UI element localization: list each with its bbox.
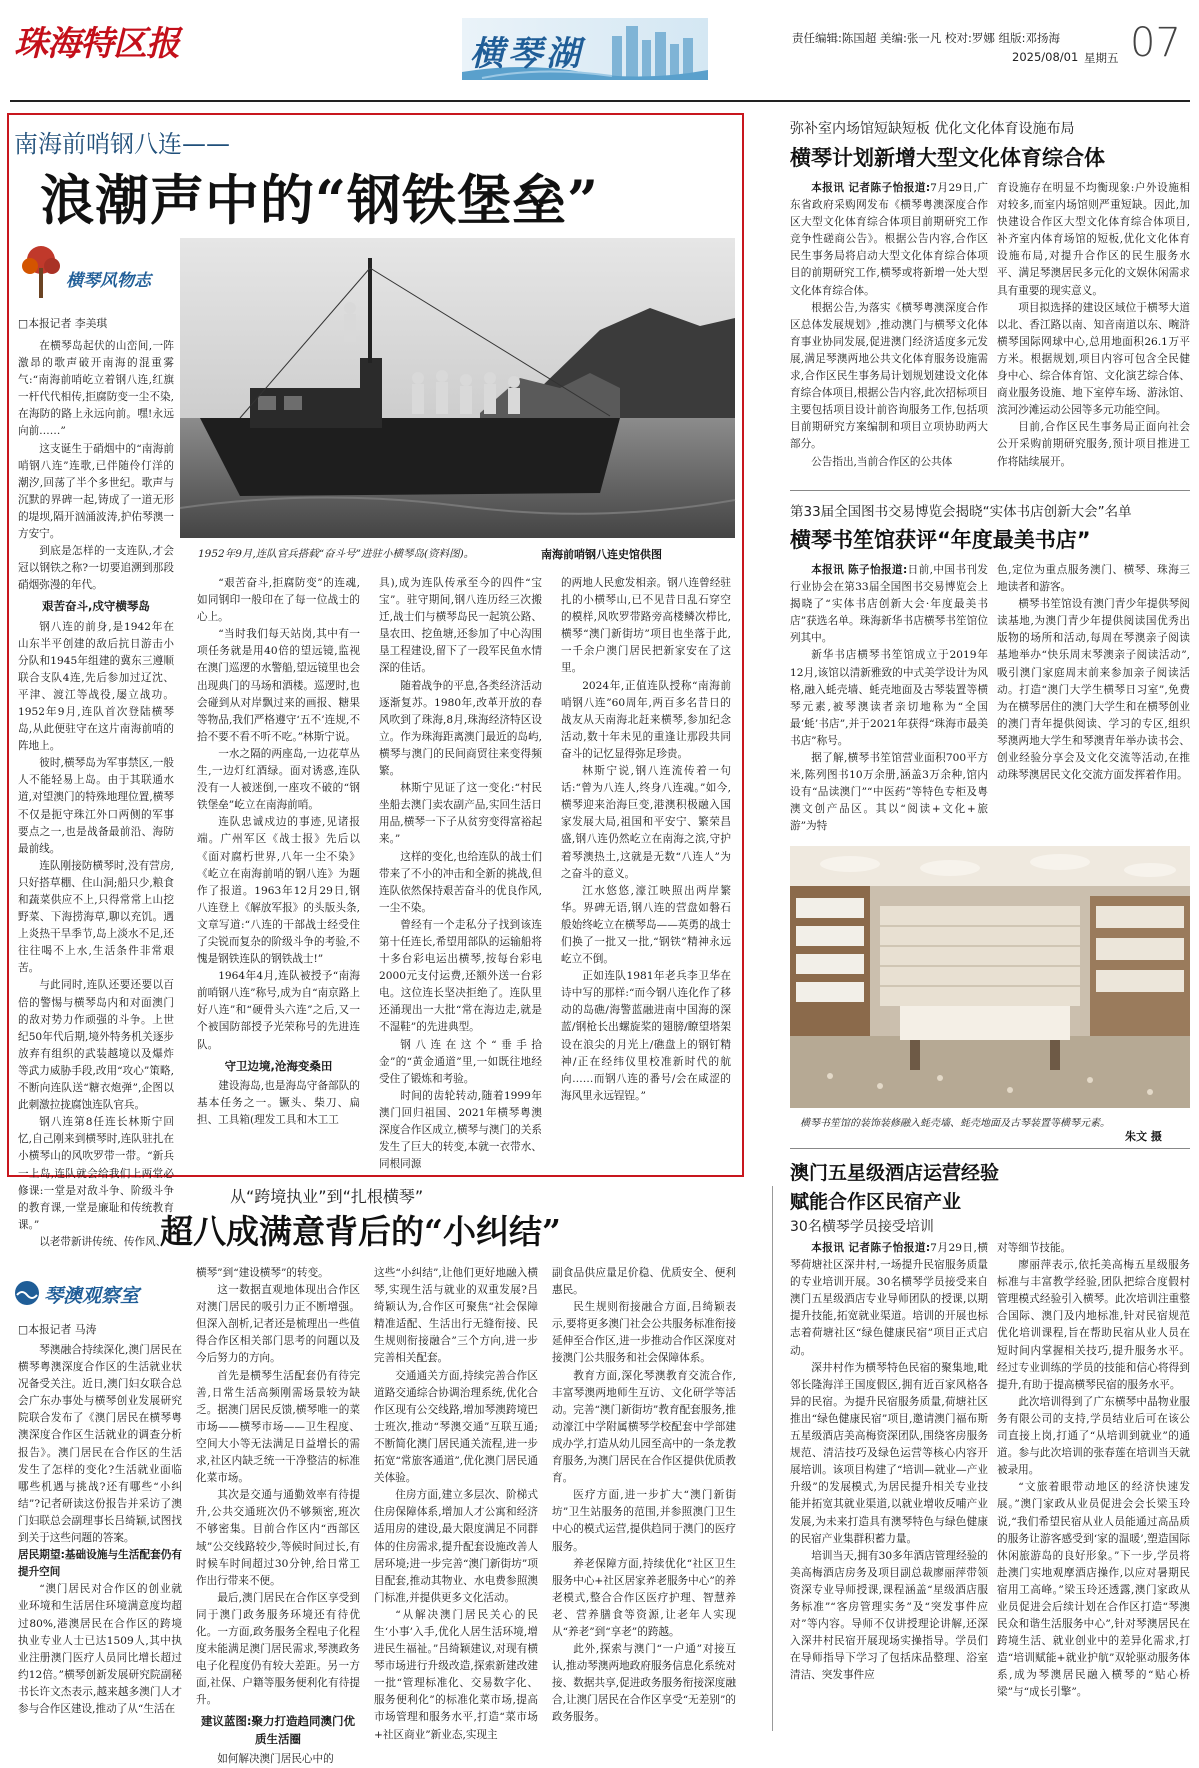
paragraph: “当时我们每天站岗,其中有一项任务就是用40倍的望远镜,监视在澳门巡逻的水警船,望远镜里也会出现典门的马场和酒楼。巡逻时,也会碰到从对岸飘过来的画报、糖果等物品,我们严格遵守‘五不’连规,不拾不要不看不听不吃。”林斯宁说。 xyxy=(197,628,360,743)
feature-photo xyxy=(180,238,735,538)
issue-date: 2025/08/01 xyxy=(1012,50,1079,64)
bookstore-column-1 xyxy=(790,562,988,838)
column-logo-text: 琴澳观察室 xyxy=(44,1285,140,1307)
paragraph: 的两地人民愈发相亲。钢八连曾经驻扎的小横琴山,已不见昔日乱石穿空的模样,风吹罗带路旁高楼鳞次栉比,横琴“澳门新街坊”项目也坐落于此,一千余户澳门居民把新家安在了这里。 xyxy=(561,577,731,675)
paragraph: 7月29日,广东省政府采购网发布《横琴粤澳深度合作区大型文化体育综合体项目前期研究工作竞争性磋商公告》。根据公告内容,合作区民生事务局将启动大型文化体育综合体项目的前期研究工作,横琴或将新增一处大型文化体育综合体。 xyxy=(790,182,989,297)
feature-photo-caption: 1952年9月,连队官兵搭载“奋斗号”进驻小横琴岛(资料图)。 xyxy=(198,548,475,560)
culture-title: 横琴计划新增大型文化体育综合体 xyxy=(790,146,1105,170)
byline-text: 本报记者 马涛 xyxy=(28,1323,97,1336)
paragraph: 一水之隔的两座岛,一边花草丛生,一边灯红酒绿。面对诱惑,连队没有一人被迷倒,一座攻不破的“钢铁堡垒”屹立在南海前哨。 xyxy=(197,747,360,812)
paragraph: “艰苦奋斗,拒腐防变”的连魂,如同钢印一般印在了每一位战士的心上。 xyxy=(197,577,360,624)
paragraph: 2024年,正值连队授称“南海前哨钢八连”60周年,两百多名昔日的战友从天南海北赶来横琴,参加纪念活动,数十年未见的重逢让那段共同奋斗的记忆显得弥足珍贵。 xyxy=(561,679,731,760)
feature-column-2 xyxy=(197,575,360,1168)
bookstore-photo-credit: 朱文 摄 xyxy=(1125,1130,1162,1143)
paragraph: 建设海岛,也是海岛守备部队的基本任务之一。镢头、柴刀、扁担、工具箱(理发工具和木工工 xyxy=(197,1079,360,1126)
dateline: 本报讯 xyxy=(811,182,845,194)
culture-kicker: 弥补室内场馆短缺短板 优化文化体育设施布局 xyxy=(790,121,1075,137)
hotel-column-2 xyxy=(997,1240,1190,1730)
feature-column-1 xyxy=(18,338,174,1248)
boat-photo-illustration xyxy=(180,238,735,538)
paragraph: 横琴”到“建设横琴”的转变。 xyxy=(196,1267,329,1279)
paragraph: 项目拟选择的建设区域位于横琴大道以北、香江路以南、知音南道以东、畹浒横琴国际网球中心,总用地面积26.1万平方米。根据规划,项目内容可包含全民健身中心、综合体育馆、文化演艺综合体、商业服务设施、地下室停车场、游泳馆、滨河沙滩运动公园等多元功能空间。 xyxy=(997,301,1190,417)
column-divider xyxy=(772,1186,773,1731)
paragraph: 培训当天,拥有30多年酒店管理经验的美高梅酒店房务及项目副总裁廖丽萍带领资深专业导师授课,课程涵盖“星级酒店服务标准”“客房管理实务”及“突发事件应对”等内容。导师不仅讲授理论讲解,还深入深井村民宿开展现场实操指导。学员们在导师指导下学习了包括床品整理、浴室清洁、突发事件应 xyxy=(790,1549,988,1682)
paragraph: 1964年4月,连队被授予“南海前哨钢八连”称号,成为自“南京路上好八连”和“硬骨头六连”之后,又一个被国防部授予光荣称号的先进连队。 xyxy=(197,970,360,1051)
paragraph: 对等细节技能。 xyxy=(997,1242,1072,1254)
masthead-rule xyxy=(10,100,1190,102)
paragraph: 钢八连在这个“垂手拾金”的“黄金通道”里,一如既往地经受住了锻炼和考验。 xyxy=(379,1038,542,1085)
column-logo-qinao xyxy=(14,1278,174,1308)
paragraph: “从解决澳门居民关心的民生‘小事’入手,优化人居生活环境,增进民生福祉。”吕绮颖建议,对现有横琴市场进行升级改造,探索新建改建一批“管理标准化、交易数字化、服务便利化”的标准化菜市场,提高市场管理和服务水平,打造“菜市场+社区商业”新业态,实现主 xyxy=(374,1608,538,1741)
paragraph: 这些“小纠结”,让他们更好地融入横琴,实现生活与就业的双重发展?吕绮颖认为,合作区可聚焦“社会保障精准适配、生活出行无缝衔接、民生规则衔接融合”三个方向,进一步完善相关配套。 xyxy=(374,1267,538,1365)
column-logo-text: 横琴风物志 xyxy=(66,271,151,291)
paragraph: 这样的变化,也给连队的战士们带来了不小的冲击和全新的挑战,但连队依然保持艰苦奋斗的优良作风,一尘不染。 xyxy=(379,850,542,914)
reporter: 陈子怡报道: xyxy=(847,564,908,576)
survey-title: 超八成满意背后的“小纠结” xyxy=(160,1212,561,1251)
reporter: 记者陈子怡报道: xyxy=(848,182,931,194)
paragraph: 连队忠诚戍边的事迹,见诸报端。广州军区《战士报》先后以《面对腐朽世界,八年一尘不染》《屹立在南海前哨的钢八连》为题作了报道。1963年12月29日,钢八连登上《解放军报》的头版头条,文章写道:“八连的干部战士经受住了尖锐而复杂的阶级斗争的考验,不愧是钢铁连队的钢铁战士!” xyxy=(197,816,360,966)
subheading: 居民期望:基础设施与生活配套仍有提升空间 xyxy=(18,1549,182,1579)
subheading: 建议蓝图:聚力打造趋同澳门优质生活圈 xyxy=(200,1714,356,1746)
paragraph: 正如连队1981年老兵李卫华在诗中写的那样:“而今钢八连化作了移动的岛礁/海警蓝融进南中国海的深蓝/钢枪长出螺旋桨的翅膀/瞭望塔架设在浪尖的月光上/礁盘上的钢钉精神/正在经纬仪里校准新时代的航向……而钢八连的番号/会在咸涩的海风里永远锃锃。” xyxy=(561,970,731,1102)
byline-marker-icon: □ xyxy=(18,317,29,330)
survey-column-1 xyxy=(18,1342,182,1732)
bookstore-photo-caption: 横琴书笙馆的装饰装修融入蚝壳墙、蚝壳地面及古琴装置等横琴元素。 xyxy=(800,1118,1110,1129)
issue-weekday: 星期五 xyxy=(1084,51,1119,65)
paragraph: “文旅着眼带动地区的经济快速发展。”澳门家政从业员促进会会长梁玉玲说,“我们希望民宿从业人员能通过高品质的服务让游客感受到‘家的温暖’,塑造国际休闲旅游岛的良好形象。”下一步,学员将赴澳门实地观摩酒店操作,以应对暑期民宿用工高峰。”梁玉玲还透露,澳门家政从业员促进会后续计划在合作区打造“琴澳民众和谐生活服务中心”,针对琴澳居民在跨境生活、就业创业中的差异化需求,打造“培训赋能+就业护航”双轮驱动服务体系,成为琴澳居民融入横琴的“贴心桥梁”与“成长引擎”。 xyxy=(997,1481,1190,1699)
paragraph: 新华书店横琴书笙馆成立于2019年12月,该馆以清新雅致的中式美学设计为风格,融入蚝壳墙、蚝壳地面及古琴装置等横琴元素,被琴澳读者亲切地称为“全国最‘蚝’书店”,并于2021年获得“珠海市最美书店”称号。 xyxy=(790,649,988,747)
paragraph: 色,定位为重点服务澳门、横琴、珠海三地读者和游客。 xyxy=(997,564,1190,594)
paragraph: 医疗方面,进一步扩大“澳门新街坊”卫生站服务的范围,并参照澳门卫生中心的模式运营,提供趋同于澳门的医疗服务。 xyxy=(552,1489,736,1553)
paragraph: 时间的齿轮转动,随着1999年澳门回归祖国、2021年横琴粤澳深度合作区成立,横琴与澳门的关系发生了巨大的转变,本就一衣带水、同根同源 xyxy=(379,1089,542,1171)
paragraph: 林斯宁见证了这一变化:“村民坐船去澳门卖农副产品,实回生活日用品,横琴一下子从贫穷变得富裕起来。” xyxy=(379,782,542,846)
feature-photo-credit: 南海前哨钢八连史馆供图 xyxy=(541,548,662,561)
paragraph: 民生规则衔接融合方面,吕绮颖表示,要将更多澳门社会公共服务标准衔接延伸至合作区,进一步推动合作区深度对接澳门公共服务和社会保障体系。 xyxy=(552,1301,736,1365)
byline-text: 本报记者 李美琪 xyxy=(28,317,108,330)
paragraph: 根据公告,为落实《横琴粤澳深度合作区总体发展规划》,推动澳门与横琴文化体育事业协同发展,促进澳门经济适度多元发展,满足琴澳两地公共文化体育服务设施需求,合作区民生事务局计划规划建设文化体育综合体项目,根据公告内容,此次招标项目主要包括项目设计前咨询服务工作,包括项目前期研究方案编制和项目立项协助两大部分。 xyxy=(790,301,988,451)
divider xyxy=(790,1148,1190,1149)
paragraph: 曾经有一个走私分子找到该连第十任连长,希望用部队的运输船将十多台彩电运出横琴,按每台彩电2000元支付运费,还额外送一台彩电。这位连长坚决拒绝了。连队里还涌现出一大批“常在海边走,就是不湿鞋”的先进典型。 xyxy=(379,918,542,1034)
bookstore-interior-illustration xyxy=(790,846,1190,1108)
section-banner xyxy=(462,18,708,80)
survey-column-2 xyxy=(196,1265,360,1765)
paragraph: 以老带新讲传统、传作风、 xyxy=(39,1235,167,1248)
feature-byline xyxy=(18,316,107,331)
hotel-column-1 xyxy=(790,1240,988,1730)
reporter: 记者陈子怡报道: xyxy=(848,1242,931,1254)
paragraph: 据了解,横琴书笙馆营业面积700平方米,陈列图书10万余册,涵盖3万余种,馆内设有“品读澳门”“中医药”等特色专柜及粤澳文创产品区。其以“阅读+文化+旅游”为特 xyxy=(790,752,988,833)
paragraph: 林斯宁说,钢八连流传着一句话:“曾为八连人,终身八连魂。”如今,横琴迎来治海巨变,港澳积极融入国家发展大局,祖国和平安宁、繁荣昌盛,钢八连仍然屹立在南海之滨,守护着琴澳热土,这就是无数“八连人”为之奋斗的意义。 xyxy=(561,765,731,880)
paragraph: 此次培训得到了广东横琴中晶物业服务有限公司的支持,学员结业后可在该公司直接上岗,打通了“从培训到就业”的通道。参与此次培训的张春莲在培训当天就被录用。 xyxy=(997,1395,1190,1477)
feature-kicker: 南海前哨钢八连—— xyxy=(14,130,230,158)
survey-column-4 xyxy=(552,1265,736,1732)
paragraph: 琴澳融合持续深化,澳门居民在横琴粤澳深度合作区的生活就业状况备受关注。近日,澳门妇女联合总会广东办事处与横琴创业发展研究院联合发布了《澳门居民在横琴粤澳深度合作区生活就业的调查分析报告》。澳门居民在合作区的生活发生了怎样的变化?生活就业面临哪些机遇与挑战?还有哪些“小纠结”?记者研读这份报告并采访了澳门妇联总会副理事长吕绮颖,试图找到关于这些问题的答案。 xyxy=(18,1344,182,1545)
dateline: 本报讯 xyxy=(811,1242,845,1254)
survey-column-3 xyxy=(374,1265,538,1741)
paragraph: 江水悠悠,濠江映照出两岸繁华。界碑无语,钢八连的营盘如磐石般始终屹立在横琴岛——英勇的战士们换了一批又一批,“钢铁”精神永远屹立不倒。 xyxy=(561,884,731,966)
bookstore-photo xyxy=(790,846,1190,1108)
paragraph: 副食品供应量足价稳、优质安全、便利惠民。 xyxy=(552,1267,736,1297)
hotel-subtitle: 30名横琴学员接受培训 xyxy=(790,1219,934,1235)
subheading: 艰苦奋斗,戍守横琴岛 xyxy=(42,599,150,614)
paragraph: 随着战争的平息,各类经济活动逐渐复苏。1980年,改革开放的春风吹到了珠海,8月,珠海经济特区设立。作为珠海距离澳门最近的岛屿,横琴与澳门的民间商贸往来变得频繁。 xyxy=(379,679,542,778)
survey-kicker: 从“跨境执业”到“扎根横琴” xyxy=(230,1187,424,1206)
paragraph: “澳门居民对合作区的创业就业环境和生活居住环境满意度均超过80%,港澳居民在合作区的跨境执业专业人士已达1509人,其中执业注册澳门医疗人员同比增长超过约12倍。”横琴创新发展研究院副秘书长许文杰表示,越来越多澳门人才参与合作区建设,推动了从“生活在 xyxy=(18,1583,182,1715)
feature-column-4 xyxy=(561,575,731,1168)
paragraph: 到底是怎样的一支连队,才会冠以钢铁之称?一切要追溯到那段硝烟弥漫的年代。 xyxy=(18,545,174,592)
paragraph: 在横琴岛起伏的山峦间,一阵激昂的歌声破开南海的混重雾气:“南海前哨屹立着钢八连,红旗一杆代代相传,拒腐防变一尘不染,在海防的路上永远向前。嘿!永远向前……” xyxy=(18,340,174,438)
paragraph: 7月29日,横琴荷塘社区深井村,一场提升民宿服务质量的专业培训开展。30名横琴学员接受来自澳门五星级酒店专业导师团队的授课,以期提升技能,拓宽就业渠道。培训的开展也标志着荷塘社区“绿色健康民宿”项目正式启动。 xyxy=(790,1242,989,1357)
paragraph: 连队刚接防横琴时,没有营房,只好搭草棚、住山洞;船只少,粮食和蔬菜供应不上,只得常常上山挖野菜、下海捞海草,聊以充饥。遇上炎热干旱季节,岛上淡水不足,还往往喝不上水,生活条件非常艰苦。 xyxy=(18,859,174,975)
paragraph: 此外,探索与澳门“一户通”对接互认,推动琴澳两地政府服务信息化系统对接、数据共享,促进政务服务衔接深度融合,让澳门居民在合作区享受“无差别”的政务服务。 xyxy=(552,1643,736,1724)
paragraph: 这一数据直观地体现出合作区对澳门居民的吸引力正不断增强。但深入剖析,记者还是梳理出一些值得合作区相关部门思考的问题以及今后努力的方向。 xyxy=(196,1284,360,1365)
paragraph: 首先是横琴生活配套仍有待完善,日常生活高频刚需场景较为缺乏。据澳门居民反馈,横琴唯一的菜市场——横琴市场——卫生程度、空间大小等无法满足日益增长的需求,社区内缺乏统一干净整洁的标准化菜市场。 xyxy=(196,1369,360,1485)
paragraph: 育设施存在明显不均衡现象:户外设施相对较多,而室内场馆则严重短缺。因此,加快建设合作区大型文化体育综合体项目,补齐室内体育场馆的短板,优化文化体育设施布局,对提升合作区的民生服务水平、满足琴澳居民多元化的文娱休闲需求具有重要的现实意义。 xyxy=(997,182,1190,297)
paragraph: 日前,中国书刊发行业协会在第33届全国图书交易博览会上揭晓了“实体书店创新大会·年度最美书店”获选名单。珠海新华书店横琴书笙馆位列其中。 xyxy=(790,564,988,645)
editor-credits: 责任编辑:陈国超 美编:张一凡 校对:罗娜 组版:邓扬海 xyxy=(792,31,1060,45)
paragraph: 具),成为连队传承至今的四件“宝宝”。驻守期间,钢八连历经三次搬迁,战士们与横琴岛民一起筑公路、垦农田、挖鱼塘,还参加了中心沟围垦工程建设,留下了一段军民鱼水情深的佳话。 xyxy=(379,577,542,675)
paragraph: 教育方面,深化琴澳教育交流合作,丰富琴澳两地师生互访、文化研学等活动。完善“澳门新街坊”教育配套服务,推动濠江中学附属横琴学校配套中学部建成办学,打造从幼儿园至高中的一条龙教育服务,为澳门居民在合作区提供优质教育。 xyxy=(552,1369,736,1485)
paragraph: 养老保障方面,持续优化“社区卫生服务中心+社区居家养老服务中心”的养老模式,整合合作区医疗护理、智慧养老、营养膳食等资源,让老年人实现从“养老”到“享老”的跨越。 xyxy=(552,1557,736,1638)
bookstore-kicker: 第33届全国图书交易博览会揭晓“实体书店创新大会”名单 xyxy=(790,504,1132,520)
paragraph: 钢八连的前身,是1942年在山东半平创建的敌后抗日游击小分队和1945年组建的冀东三遵顺联合支队4连,先后参加过辽沈、平津、渡江等战役,屡立战功。1952年9月,连队首次登陆横琴岛,从此便驻守在这片南海前哨的阵地上。 xyxy=(18,620,174,753)
paragraph: 最后,澳门居民在合作区享受到同于澳门政务服务环境还有待优化。一方面,政务服务全程电子化程度未能满足澳门居民需求,琴澳政务电子化程度仍有较大差距。另一方面,社保、户籍等服务便利化有待提升。 xyxy=(196,1591,360,1707)
paragraph: 公告指出,当前合作区的公共体 xyxy=(811,455,953,468)
paragraph: 廖丽萍表示,依托美高梅五星级服务标准与丰富教学经验,团队把综合度假村管理模式经验引入横琴。此次培训注重整合国际、澳门及内地标准,针对民宿规范优化培训课程,旨在帮助民宿从业人员在短时间内掌握相关技巧,提升服务水平。经过专业训练的学员的技能和信心将得到提升,有助于提高横琴民宿的服务水平。 xyxy=(997,1259,1190,1391)
paragraph: 这支诞生于硝烟中的“南海前哨钢八连”连歌,已伴随伶仃洋的潮汐,回荡了半个多世纪。歌声与沉默的界碑一起,铸成了一道无形的堤坝,隔开汹涌波涛,护佑琴澳一方安宁。 xyxy=(18,442,174,541)
tree-logo-icon xyxy=(18,244,64,300)
paragraph: 彼时,横琴岛为军事禁区,一般人不能轻易上岛。由于其联通水道,对望澳门的特殊地理位置,横琴不仅是扼守珠江外口两侧的军事要点之一,也是战备最前沿、海防最前线。 xyxy=(18,757,174,855)
paragraph: 目前,合作区民生事务局正面向社会公开采购前期研究服务,预计项目推进工作将陆续展开。 xyxy=(997,421,1190,468)
culture-column-1 xyxy=(790,180,988,482)
bookstore-column-2 xyxy=(997,562,1190,838)
page-number: 07 xyxy=(1130,20,1181,66)
wave-logo-icon xyxy=(14,1280,40,1306)
feature-column-3 xyxy=(379,575,542,1171)
column-logo-fengwuzhi xyxy=(18,244,190,302)
bookstore-title: 横琴书笙馆获评“年度最美书店” xyxy=(790,528,1091,552)
paper-name: 珠海特区报 xyxy=(14,24,179,64)
paragraph: 如何解决澳门居民心中的 xyxy=(217,1752,334,1765)
hotel-title-line2: 赋能合作区民宿产业 xyxy=(790,1191,962,1213)
hotel-title-line1: 澳门五星级酒店运营经验 xyxy=(790,1162,1000,1184)
paragraph: 其次是交通与通勤效率有待提升,公共交通班次仍不够频密,班次不够密集。目前合作区内“西部区域”公交线路较少,等候时间过长,有时候车时间超过30分钟,给日常工作出行带来不便。 xyxy=(196,1489,360,1587)
divider xyxy=(790,490,1190,491)
survey-byline xyxy=(18,1322,96,1337)
byline-marker-icon: □ xyxy=(18,1323,29,1336)
paragraph: 钢八连第8任连长林斯宁回忆,自己刚来到横琴时,连队驻扎在小横琴山的风吹罗带一带。“新兵一上岛,连队就会给我们上两堂必修课:一堂是对敌斗争、阶级斗争的教育课,一堂是廉耻和传统教育课。” xyxy=(18,1116,174,1231)
paragraph: 交通通关方面,持续完善合作区道路交通综合协调治理系统,优化合作区现有公交线路,增加琴澳跨境巴士班次,推动“琴澳交通”互联互通;不断简化澳门居民通关流程,进一步拓宽“常旅客通道”,优化澳门居民通关体验。 xyxy=(374,1369,538,1485)
feature-title: 浪潮声中的“钢铁堡垒” xyxy=(40,168,600,232)
paragraph: 住房方面,建立多层次、阶梯式住房保障体系,增加人才公寓和经济适用房的建设,最大限度满足不同群体的住房需求,提升配套设施改善人居环境;进一步完善“澳门新街坊”项目配套,推动其物业、水电费参照澳门标准,并提供更多文化活动。 xyxy=(374,1489,538,1604)
culture-column-2 xyxy=(997,180,1190,482)
dateline: 本报讯 xyxy=(811,564,845,576)
masthead xyxy=(0,0,1199,110)
section-title: 横琴湖 xyxy=(470,34,584,74)
paragraph: 横琴书笙馆设有澳门青少年提供琴阅读基地,为澳门青少年提供阅读国优秀出版物的场所和活动,每周在琴澳亲子阅读基地举办“快乐周末琴澳亲子阅读活动”,吸引澳门家庭周末前来参加亲子阅读活动。打造“澳门大学生横琴日习室”,免费为在横琴居住的澳门大学生和在横琴创业的澳门青年提供阅读、学习的专区,组织琴澳两地大学生和琴澳青年举办读书会、创业经验分享会及文化交流等活动,在推动珠琴澳居民文化交流方面发挥着作用。 xyxy=(997,598,1190,782)
paragraph: 与此同时,连队还要还要以百倍的警惕与横琴岛内和对面澳门的敌对势力作顽强的斗争。上世纪50年代后期,境外特务机关逐步放弃有组织的武装越境以及爆炸等武力威胁手段,改用“攻心”策略,不断向连队送“糖衣炮弹”,企图以此刺激拉拢腐蚀连队官兵。 xyxy=(18,979,174,1112)
paragraph: 深井村作为横琴特色民宿的聚集地,毗邻长隆海洋王国度假区,拥有近百家风格各异的民宿。为提升民宿服务质量,荷塘社区推出“绿色健康民宿”项目,邀请澳门福布斯五星级酒店美高梅资深团队,围绕客房服务规范、清洁技巧及绿色运营等核心内容开展培训。该项目构建了“培训—就业—产业升级”的发展模式,为居民提升相关专业技能并拓宽其就业渠道,以就业增收反哺产业发展,为未来打造具有澳琴特色与绿色健康的民宿产业集群积蓄力量。 xyxy=(790,1361,988,1545)
subheading: 守卫边境,沧海变桑田 xyxy=(224,1058,333,1073)
